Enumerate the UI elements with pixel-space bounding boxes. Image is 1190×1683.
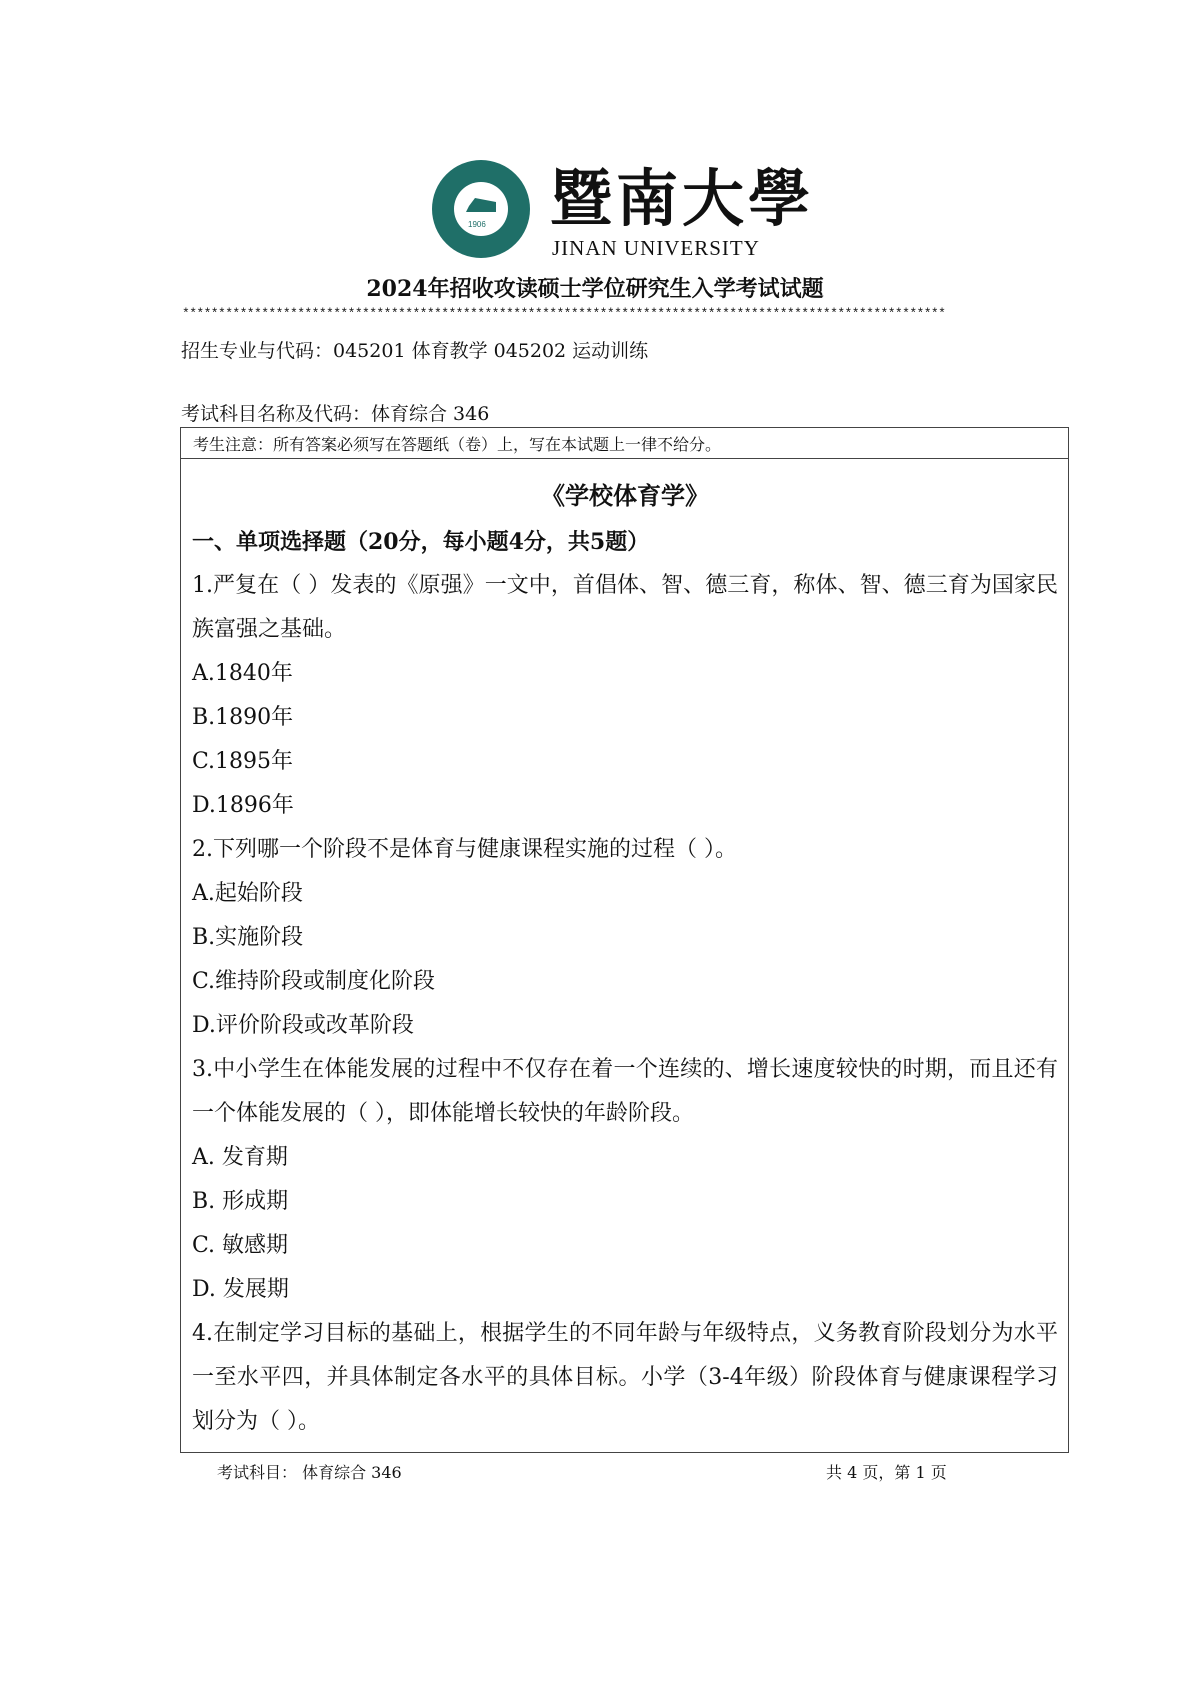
answer-option: C. 敏感期 bbox=[192, 1233, 289, 1258]
exam-box bbox=[180, 427, 1069, 1453]
answer-option: D.1896年 bbox=[192, 793, 294, 818]
major-line: 招生专业与代码：045201 体育教学 045202 运动训练 bbox=[181, 340, 649, 362]
answer-option: A.1840年 bbox=[192, 661, 293, 686]
university-name-en: JINAN UNIVERSITY bbox=[552, 236, 760, 260]
divider bbox=[181, 458, 1068, 459]
footer-pages: 共 4 页，第 1 页 bbox=[826, 1463, 947, 1482]
question-content bbox=[192, 472, 1058, 1444]
question-stem: 2.下列哪一个阶段不是体育与健康课程实施的过程（ ）。 bbox=[192, 837, 737, 862]
answer-option: B.实施阶段 bbox=[192, 925, 304, 950]
answer-option: D.评价阶段或改革阶段 bbox=[192, 1013, 414, 1038]
question-stem: 4.在制定学习目标的基础上，根据学生的不同年龄与年级特点，义务教育阶段划分为水平一至水平四，并具体制定各水平的具体目标。小学（3-4年级）阶段体育与健康课程学习划分为（ ）。 bbox=[192, 1321, 1058, 1434]
footer-subject: 考试科目： 体育综合 346 bbox=[217, 1463, 402, 1482]
answer-option: B.1890年 bbox=[192, 705, 294, 730]
university-seal-logo bbox=[432, 160, 530, 258]
answer-option: A.起始阶段 bbox=[192, 881, 303, 906]
university-name-cn: 暨南大學 bbox=[550, 162, 815, 235]
question-list bbox=[192, 564, 1058, 1444]
answer-option: D. 发展期 bbox=[192, 1277, 289, 1302]
answer-option: C.1895年 bbox=[192, 749, 294, 774]
answer-option: A. 发育期 bbox=[192, 1145, 288, 1170]
question-stem: 3.中小学生在体能发展的过程中不仅存在着一个连续的、增长速度较快的时期，而且还有一个体能发展的（ ），即体能增长较快的年龄阶段。 bbox=[192, 1057, 1058, 1126]
question-stem: 1.严复在（ ）发表的《原强》一文中，首倡体、智、德三育，称体、智、德三育为国家民族富强之基础。 bbox=[192, 573, 1058, 642]
answer-option: C.维持阶段或制度化阶段 bbox=[192, 969, 436, 994]
star-divider: ********************************************************************************************************** bbox=[182, 306, 946, 321]
subject-line: 考试科目名称及代码：体育综合 346 bbox=[181, 403, 490, 425]
notice: 考生注意：所有答案必须写在答题纸（卷）上，写在本试题上一律不给分。 bbox=[193, 435, 722, 454]
seal-year: 1906 bbox=[468, 220, 486, 229]
book-title: 《学校体育学》 bbox=[541, 481, 709, 510]
exam-title: 2024年招收攻读硕士学位研究生入学考试试题 bbox=[366, 276, 824, 302]
answer-option: B. 形成期 bbox=[192, 1189, 289, 1214]
section-heading: 一、单项选择题（20分，每小题4分，共5题） bbox=[192, 529, 650, 555]
